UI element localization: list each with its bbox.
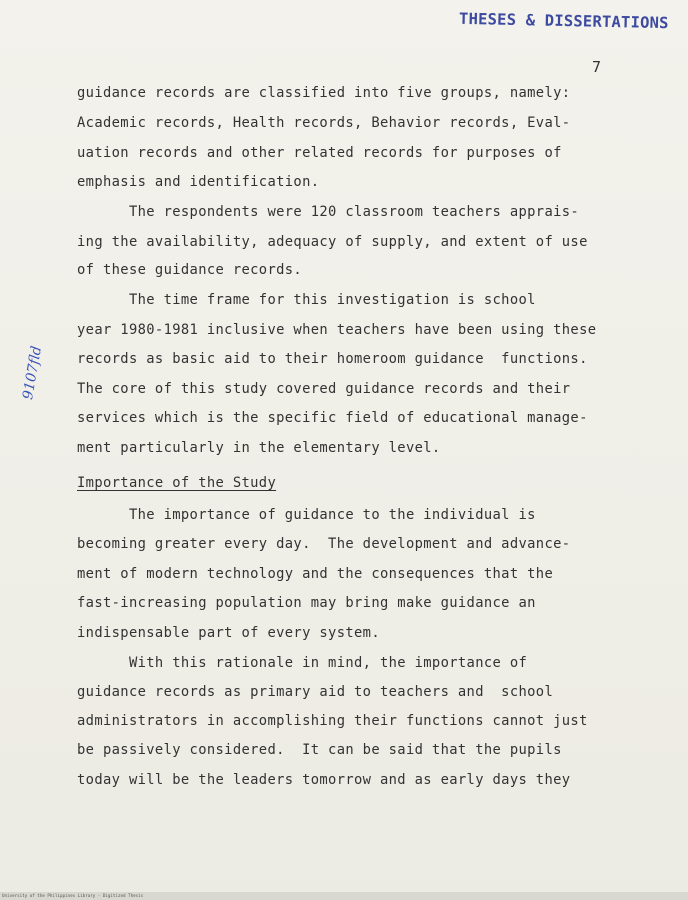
body-line: With this rationale in mind, the importance of xyxy=(77,655,528,671)
body-line: be passively considered. It can be said that the pupils xyxy=(77,742,562,758)
body-line: The respondents were 120 classroom teachers apprais- xyxy=(77,204,580,220)
section-heading: Importance of the Study xyxy=(77,475,277,491)
theses-dissertations-stamp: THESES & DISSERTATIONS xyxy=(458,9,669,33)
body-line: emphasis and identification. xyxy=(77,174,320,190)
body-line: ment particularly in the elementary level. xyxy=(77,440,441,456)
body-line: The time frame for this investigation is school xyxy=(77,292,536,308)
body-line: services which is the specific field of educational manage- xyxy=(77,410,588,426)
body-line: The core of this study covered guidance records and their xyxy=(77,381,571,397)
body-line: records as basic aid to their homeroom guidance functions. xyxy=(77,351,588,367)
body-line: becoming greater every day. The development and advance- xyxy=(77,536,571,552)
body-line: indispensable part of every system. xyxy=(77,625,380,641)
body-line: year 1980-1981 inclusive when teachers have been using these xyxy=(77,322,597,338)
body-line: today will be the leaders tomorrow and as early days they xyxy=(77,772,571,788)
handwritten-margin-note: 9107fld xyxy=(20,344,46,401)
page-number: 7 xyxy=(592,58,602,76)
body-line: ment of modern technology and the consequences that the xyxy=(77,566,554,582)
body-line: fast-increasing population may bring make guidance an xyxy=(77,595,536,611)
body-line: administrators in accomplishing their functions cannot just xyxy=(77,713,588,729)
body-line: guidance records are classified into five groups, namely: xyxy=(77,85,571,101)
body-line: The importance of guidance to the individual is xyxy=(77,507,536,523)
body-line: of these guidance records. xyxy=(77,262,303,278)
body-line: Academic records, Health records, Behavior records, Eval- xyxy=(77,115,571,131)
scan-footer-text: University of the Philippines Library - Digitized Thesis xyxy=(2,893,144,898)
body-line: guidance records as primary aid to teachers and school xyxy=(77,684,554,700)
body-line: ing the availability, adequacy of supply, and extent of use xyxy=(77,234,588,250)
body-line: uation records and other related records for purposes of xyxy=(77,145,562,161)
